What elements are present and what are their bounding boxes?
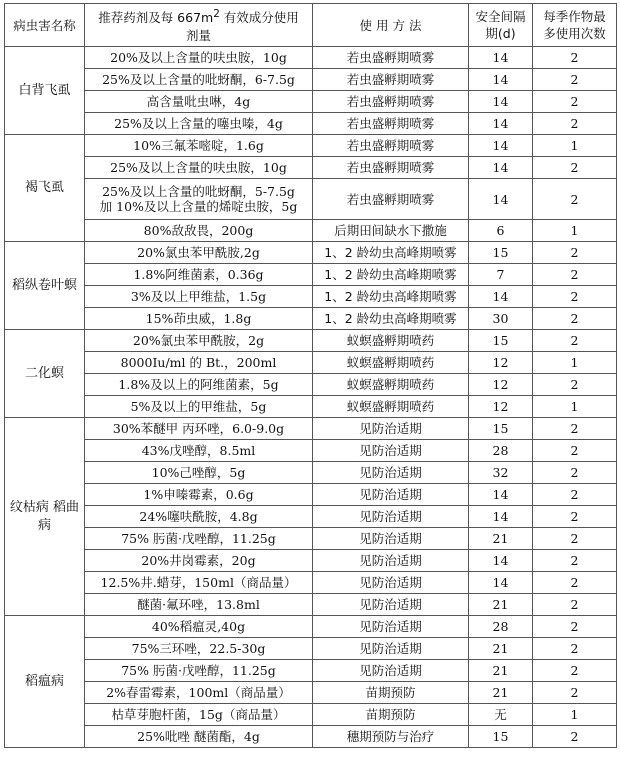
dose-cell [85,638,313,660]
table-row [5,264,617,286]
table-row [5,660,617,682]
dose-cell [85,726,313,748]
method-cell: 1、2 龄幼虫高峰期喷雾 [313,242,469,264]
times-cell: 2 [533,91,617,113]
table-row [5,726,617,748]
header-row [5,4,617,47]
method-cell: 蚁螟盛孵期喷药 [313,352,469,374]
times-cell: 2 [533,47,617,69]
method-cell: 若虫盛孵期喷雾 [313,91,469,113]
table-row [5,242,617,264]
times-cell: 2 [533,264,617,286]
interval-cell: 12 [469,352,533,374]
dose-text: 25%及以上含量的噻虫嗪，4g [114,116,283,131]
dose-cell [85,484,313,506]
dose-text: 1.8%阿维菌素，0.36g [133,267,264,282]
dose-text: 20%氯虫苯甲酰胺,2g [137,245,260,260]
dose-cell [85,157,313,179]
dose-cell [85,528,313,550]
dose-text: 1.8%及以上的阿维菌素，5g [118,377,279,392]
interval-cell: 14 [469,135,533,157]
interval-cell: 15 [469,726,533,748]
dose-text: 20%氯虫苯甲酰胺，2g [132,333,265,348]
dose-cell [85,682,313,704]
dose-cell [85,616,313,638]
times-cell: 1 [533,396,617,418]
method-cell: 1、2 龄幼虫高峰期喷雾 [313,308,469,330]
dose-cell [85,418,313,440]
times-cell: 1 [533,135,617,157]
dose-cell [85,572,313,594]
interval-cell: 15 [469,418,533,440]
table-row [5,506,617,528]
dose-text: 25%吡唑 醚菌酯，4g [137,729,260,744]
dose-text: 3%及以上甲维盐，1.5g [130,289,267,304]
method-cell: 蚁螟盛孵期喷药 [313,330,469,352]
pest-name-cell: 褐飞虱 [5,135,85,242]
method-cell: 见防治适期 [313,594,469,616]
table-row [5,594,617,616]
method-cell: 见防治适期 [313,484,469,506]
interval-cell: 14 [469,47,533,69]
table-row [5,396,617,418]
dose-text: 10%己唑醇，5g [151,465,246,480]
interval-cell: 32 [469,462,533,484]
method-cell: 蚁螟盛孵期喷药 [313,374,469,396]
dose-text: 75% 肟菌·戊唑醇，11.25g [121,663,276,678]
interval-cell: 15 [469,330,533,352]
times-cell: 1 [533,704,617,726]
dose-cell [85,704,313,726]
method-cell: 若虫盛孵期喷雾 [313,69,469,91]
method-cell: 见防治适期 [313,418,469,440]
interval-cell: 14 [469,91,533,113]
method-cell: 若虫盛孵期喷雾 [313,135,469,157]
method-cell: 若虫盛孵期喷雾 [313,113,469,135]
method-cell: 苗期预防 [313,682,469,704]
times-cell: 2 [533,726,617,748]
table-row [5,47,617,69]
dose-text: 12.5%井.蜡芽，150ml（商品量） [100,575,297,590]
dose-text: 80%敌敌畏，200g [143,223,254,238]
table-row [5,91,617,113]
dose-text: 8000Iu/ml 的 Bt.，200ml [120,355,277,370]
table-row [5,330,617,352]
interval-cell: 14 [469,550,533,572]
method-cell: 后期田间缺水下撒施 [313,220,469,242]
method-cell: 穗期预防与治疗 [313,726,469,748]
table-row [5,135,617,157]
method-cell: 苗期预防 [313,704,469,726]
dose-cell [85,135,313,157]
dose-text-line2: 加 10%及以上含量的烯啶虫胺，5g [99,199,298,214]
interval-cell: 21 [469,528,533,550]
dose-text: 25%及以上含量的吡蚜酮，6-7.5g [102,72,295,87]
table-row [5,682,617,704]
pest-name-cell: 稻瘟病 [5,616,85,748]
dose-text: 20%及以上含量的呋虫胺，10g [110,50,287,65]
times-cell: 2 [533,286,617,308]
method-cell: 见防治适期 [313,528,469,550]
dose-cell [85,242,313,264]
dose-cell [85,506,313,528]
times-cell: 2 [533,660,617,682]
pesticide-table [4,3,617,748]
times-cell: 2 [533,157,617,179]
interval-cell: 12 [469,396,533,418]
interval-cell: 21 [469,660,533,682]
header-dose [85,4,313,47]
times-cell: 2 [533,572,617,594]
interval-cell: 21 [469,682,533,704]
method-cell: 见防治适期 [313,638,469,660]
interval-cell: 28 [469,440,533,462]
dose-cell [85,308,313,330]
pest-name-cell: 白背飞虱 [5,47,85,135]
table-row [5,308,617,330]
header-interval-line2: 期(d) [485,26,516,41]
table-row [5,179,617,220]
method-cell: 若虫盛孵期喷雾 [313,157,469,179]
table-row [5,113,617,135]
dose-cell [85,374,313,396]
times-cell: 2 [533,374,617,396]
interval-cell: 28 [469,616,533,638]
method-cell: 见防治适期 [313,660,469,682]
method-cell: 若虫盛孵期喷雾 [313,179,469,220]
times-cell: 2 [533,308,617,330]
times-cell: 2 [533,506,617,528]
times-cell: 2 [533,682,617,704]
method-cell: 若虫盛孵期喷雾 [313,47,469,69]
dose-text: 高含量吡虫啉，4g [146,94,251,109]
dose-text: 1%申嗪霉素，0.6g [143,487,254,502]
times-cell: 2 [533,69,617,91]
table-row [5,528,617,550]
times-cell: 2 [533,242,617,264]
times-cell: 1 [533,352,617,374]
dose-cell [85,440,313,462]
dose-text: 24%噻呋酰胺，4.8g [139,509,258,524]
times-cell: 2 [533,550,617,572]
dose-cell [85,113,313,135]
interval-cell: 14 [469,286,533,308]
table-row [5,418,617,440]
dose-text: 75%三环唑，22.5-30g [131,641,266,656]
interval-cell: 14 [469,179,533,220]
interval-cell: 14 [469,69,533,91]
interval-cell: 14 [469,484,533,506]
table-row [5,157,617,179]
dose-text: 40%稻瘟灵,40g [151,619,246,634]
interval-cell: 12 [469,374,533,396]
times-cell: 2 [533,113,617,135]
header-times-line2: 多使用次数 [543,26,606,41]
dose-cell [85,91,313,113]
dose-text: 25%及以上含量的吡蚜酮，5-7.5g [102,184,295,199]
table-row [5,616,617,638]
table-row [5,286,617,308]
times-cell: 2 [533,440,617,462]
interval-cell: 14 [469,113,533,135]
header-interval-line1: 安全间隔 [475,9,526,24]
header-pest: 病虫害名称 [5,4,85,47]
header-dose-superscript: 2 [213,8,220,21]
method-cell: 蚁螟盛孵期喷药 [313,396,469,418]
header-times [533,4,617,47]
interval-cell: 6 [469,220,533,242]
dose-cell [85,179,313,220]
times-cell: 2 [533,594,617,616]
times-cell: 1 [533,220,617,242]
method-cell: 见防治适期 [313,550,469,572]
table-row [5,484,617,506]
times-cell: 2 [533,418,617,440]
method-cell: 见防治适期 [313,572,469,594]
method-cell: 见防治适期 [313,616,469,638]
interval-cell: 14 [469,572,533,594]
table-row [5,352,617,374]
dose-text: 10%三氟苯嘧啶，1.6g [133,138,264,153]
dose-cell [85,330,313,352]
header-dose-line1: 推荐药剂及每 667m [98,10,214,26]
method-cell: 1、2 龄幼虫高峰期喷雾 [313,286,469,308]
method-cell: 1、2 龄幼虫高峰期喷雾 [313,264,469,286]
table-row [5,550,617,572]
dose-cell [85,69,313,91]
table-row [5,374,617,396]
dose-text: 醚菌·氟环唑，13.8ml [137,597,260,612]
interval-cell: 15 [469,242,533,264]
header-method: 使 用 方 法 [313,4,469,47]
times-cell: 2 [533,330,617,352]
dose-cell [85,660,313,682]
dose-text: 枯草芽胞杆菌，15g（商品量） [111,707,286,722]
dose-text: 30%苯醚甲 丙环唑，6.0-9.0g [112,421,285,436]
dose-cell [85,550,313,572]
dose-text: 20%井岗霉素，20g [141,553,256,568]
interval-cell: 21 [469,594,533,616]
times-cell: 2 [533,638,617,660]
table-row [5,704,617,726]
interval-cell: 21 [469,638,533,660]
dose-text: 5%及以上的甲维盐，5g [130,399,267,414]
interval-cell: 30 [469,308,533,330]
dose-text: 15%茚虫威，1.8g [145,311,252,326]
interval-cell: 无 [469,704,533,726]
times-cell: 2 [533,462,617,484]
interval-cell: 14 [469,157,533,179]
dose-cell [85,47,313,69]
table-row [5,572,617,594]
dose-cell [85,220,313,242]
table-body [5,47,617,748]
dose-cell [85,594,313,616]
pest-name-cell: 纹枯病 稻曲病 [5,418,85,616]
dose-cell [85,264,313,286]
dose-cell [85,396,313,418]
header-times-line1: 每季作物最 [543,9,606,24]
table-row [5,440,617,462]
dose-text: 25%及以上含量的呋虫胺，10g [110,160,287,175]
table-row [5,638,617,660]
times-cell: 2 [533,484,617,506]
times-cell: 2 [533,179,617,220]
pest-name-cell: 稻纵卷叶螟 [5,242,85,330]
header-interval [469,4,533,47]
times-cell: 2 [533,528,617,550]
interval-cell: 14 [469,506,533,528]
table-row [5,462,617,484]
dose-text: 43%戊唑醇，8.5ml [141,443,256,458]
header-dose-line1b: 有效成分使用 [219,10,299,26]
method-cell: 见防治适期 [313,462,469,484]
times-cell: 2 [533,616,617,638]
method-cell: 见防治适期 [313,506,469,528]
method-cell: 见防治适期 [313,440,469,462]
dose-text: 75% 肟菌·戊唑醇，11.25g [121,531,276,546]
dose-cell [85,286,313,308]
dose-cell [85,352,313,374]
table-row [5,220,617,242]
pest-name-cell: 二化螟 [5,330,85,418]
header-dose-line2: 剂量 [185,27,211,43]
interval-cell: 7 [469,264,533,286]
table-row [5,69,617,91]
dose-text: 2%春雷霉素，100ml（商品量） [106,685,291,700]
dose-cell [85,462,313,484]
